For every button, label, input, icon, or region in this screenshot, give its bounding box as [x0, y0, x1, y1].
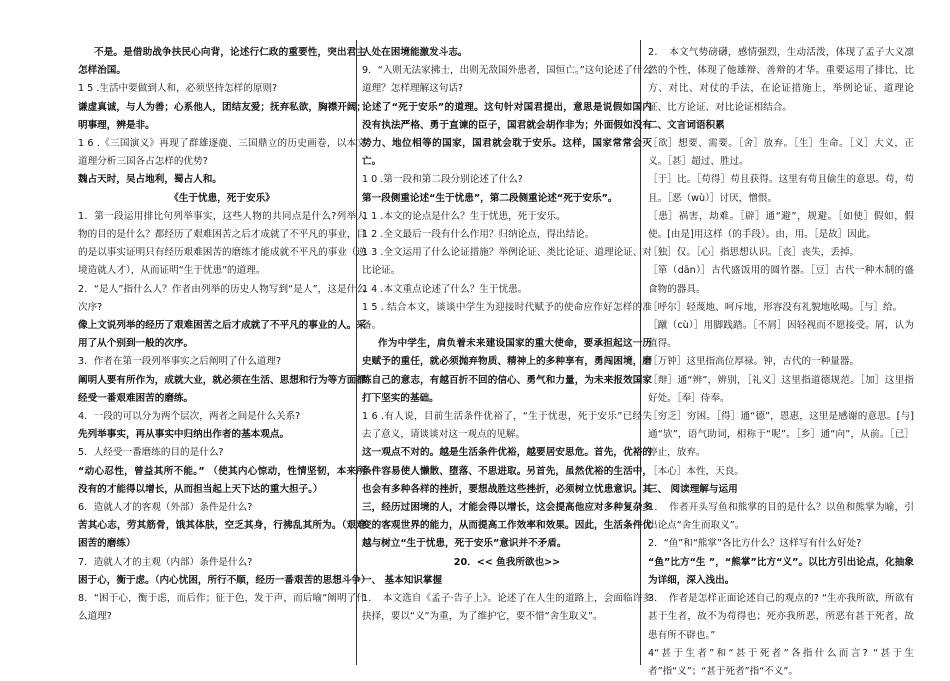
- text-paragraph: 二、文言词语积累: [648, 119, 725, 131]
- text-paragraph: 1 6 .有人说，目前生活条件优裕了，“生于忧患，死于安乐”已经失去了意义，请谈谈对这一观点的见解。: [362, 411, 652, 441]
- text-paragraph: 4“甚于生者”和“甚于死者”各指什么而言? “甚于生者”指“义”；“甚于死者”指“不义”。: [648, 647, 914, 677]
- text-paragraph: 5．人经受一番磨练的目的是什么?: [78, 447, 224, 459]
- text-paragraph: 阐明人要有所作为，成就大业，就必须在生活、思想和行为等方面都经受一番艰难困苦的磨练。: [78, 374, 366, 404]
- text-paragraph: 先列举事实，再从事实中归纳出作者的基本观点。: [78, 429, 290, 441]
- text-paragraph: 一、 基本知识掌握: [362, 574, 443, 586]
- text-paragraph: 不是。是借助战争扶民心向背，论述行仁政的重要性，突出君主怎样治国。: [78, 47, 366, 77]
- text-paragraph: ［穷乏］穷困。［得］通“德”，恩惠，这里是感谢的意思。[与]通“欤”，语气助词，相称于“呢”。［乡］通“向”，从前。［已］停止，放弃。: [648, 411, 914, 459]
- section-heading: 20．<< 鱼我所欲也>>: [453, 556, 561, 568]
- text-paragraph: 8．“困于心，衡于虑，而后作；征于色，发于声，而后喻”阐明了什么道理?: [78, 593, 366, 623]
- text-column-left: [78, 44, 371, 663]
- text-paragraph: 1 5 .生活中要做到人和，必须坚持怎样的原则?: [78, 83, 278, 95]
- text-paragraph: 7．造就人才的主观（内部）条件是什么?: [78, 556, 253, 568]
- text-paragraph: ［欲］想要、需要。［舍］放弃。［生］生命。［义］大义，正义。［甚］超过、胜过。: [648, 138, 914, 168]
- text-paragraph: ［患］祸害，劫难。［辟］通“避”，规避。［如使］假如，假使。[由是]用这样（的手段）。由，用。［是故］因此。: [648, 210, 914, 241]
- text-paragraph: 2．“是人”指什么人？作者由列举的历史人物写到“是人”，这是什么次序?: [78, 283, 366, 313]
- text-paragraph: 三、 阅读理解与运用: [648, 483, 738, 495]
- text-paragraph: ［独］仅。［心］指思想认识。［丧］丧失，丢掉。: [648, 247, 860, 259]
- text-paragraph: 魏占天时，吴占地利，蜀占人和。: [78, 174, 222, 186]
- text-paragraph: 1 2 .全文最后一段有什么作用？归纳论点，得出结论。: [362, 229, 595, 241]
- text-column-right: [648, 44, 914, 677]
- text-paragraph: ［万钟］这里指高位厚禄。钟，古代的一种量器。: [648, 356, 860, 368]
- text-paragraph: 第一段侧重论述“生于忧患”，第二段侧重论述“死于安乐”。: [362, 192, 618, 204]
- text-paragraph: 人处在困境能激发斗志。: [362, 47, 468, 58]
- text-paragraph: ［呼尔］轻蔑地、呵斥地，形容没有礼貌地吆喝。［与］给。: [648, 301, 903, 313]
- text-paragraph: ［于］比。［苟得］苟且获得。这里有苟且偷生的意思。苟，苟且。［恶（wù）］讨厌，憎恨。: [648, 174, 914, 204]
- text-paragraph: 9．“入则无法家拂士，出则无敌国外患者，国恒亡。”这句论述了什么道理？怎样理解这句话?: [362, 65, 652, 95]
- text-paragraph: 论述了“死于安乐”的道理。这句针对国君提出，意思是说假如国内没有执法严格、勇于直谏的臣子，国君就会胡作非为；外面假如没有势力、地位相等的国家，国君就会耽于安乐。这样，国家常常会灭亡。: [362, 101, 652, 168]
- text-paragraph: 1 1 .本文的论点是什么？生于忧患，死于安乐。: [362, 210, 566, 222]
- text-paragraph: ［辩］通“辨”，辨别，［礼义］这里指道德规范。［加］这里指好处。［奉］侍奉。: [648, 374, 914, 404]
- text-paragraph: 1 5 . 结合本文，谈谈中学生为迎接时代赋予的使命应作好怎样的准备。: [362, 301, 652, 332]
- text-paragraph: 4．一段的可以分为两个层次，两者之间是什么关系?: [78, 411, 301, 423]
- text-paragraph: 1 6 .《三国演义》再现了群雄逐鹿、三国鼎立的历史画卷，以本文道理分析三国各占怎样的优势?: [78, 138, 366, 168]
- text-column-middle: [362, 44, 652, 663]
- section-heading: 《生于忧患，死于安乐》: [169, 192, 275, 204]
- text-paragraph: 这一观点不对的。越是生活条件优裕，越要居安思危。首先，优裕的条件容易使人懒散、堕落、不思进取。另首先，虽然优裕的生活中，也会有多种各样的挫折，要想战胜这些挫折，必须树立忧患意识。其三，经历过困境的人，才能会得以增长，这会提高他应对多种复杂多变的客观世界的能力，从而提高工作效率和效果。因此，生活条件优越与树立“生于忧患，死于安乐”意识并不矛盾。: [362, 447, 652, 550]
- text-paragraph: 像上文说列举的经历了艰难困苦之后才成就了不平凡的事业的人。采用了从个别到一般的次序。: [78, 320, 366, 350]
- text-paragraph: 苦其心志，劳其筋骨，饿其体肤，空乏其身，行拂乱其所为。（艰难困苦的磨练）: [78, 520, 366, 550]
- text-paragraph: ［蹴（cù）］用脚践踏。［不屑］因轻视而不愿接受。屑，认为值得。: [648, 320, 914, 350]
- text-paragraph: ［箪（dān）］古代盛饭用的圆竹器。［豆］古代一种木制的盛食物的器具。: [648, 265, 914, 295]
- text-paragraph: 1 4 .本文重点论述了什么？生于忧患。: [362, 283, 528, 295]
- text-paragraph: 1． 作者开头写鱼和熊掌的目的是什么？以鱼和熊掌为喻，引出论点“舍生而取义”。: [648, 502, 914, 532]
- text-paragraph: 1 0 .第一段和第二段分别论述了什么?: [362, 174, 523, 186]
- text-paragraph: 谦虚真诚，与人为善；心系他人，团结友爱；抚弃私欲，胸襟开阔；明事理，辨是非。: [78, 101, 366, 131]
- text-paragraph: 2．“鱼”和“熊掌”各比方什么？这样写有什么好处?: [648, 538, 862, 550]
- text-paragraph: 6．造就人才的客观（外部）条件是什么?: [78, 502, 253, 514]
- text-paragraph: 作为中学生，肩负着未来建设国家的重大使命，要承担起这一历史赋予的重任，就必须抛弃物质、精神上的多种享有，勇闯困境，磨练自己的意志，有越百折不回的信心、勇气和力量，为未来报效国家打下坚实的基础。: [362, 338, 652, 404]
- text-paragraph: 困于心，衡于虑。（内心忧困，所行不顺，经历一番艰苦的思想斗争）: [78, 574, 371, 586]
- text-paragraph: “动心忍性，曾益其所不能。” （使其内心惊动，性情坚韧，本来所没有的才能得以增长，从而担当起上天下达的重大担子。）: [78, 465, 366, 495]
- text-paragraph: 1 3 .全文运用了什么论证措施？举例论证、类比论证、道理论证、对比论证。: [362, 247, 652, 277]
- text-paragraph: 2． 本文气势磅礴，感情强烈，生动活泼，体现了孟子大义凛然的个性，体现了他雄辩、善辩的才华。重要运用了排比、比方、对比、对仗的手法，在论证措施上，举例论证、道理论证、比方论证、对比论证相结合。: [648, 47, 914, 113]
- text-paragraph: 3．作者在第一段列举事实之后阐明了什么道理?: [78, 356, 282, 368]
- text-paragraph: 1．第一段运用排比句列举事实，这些人物的共同点是什么?列举人物的目的是什么？都经历了艰难困苦之后才成就了不平凡的事业，目的是以事实证明只有经历艰难困苦的磨练才能成就不平凡的事业（逆境造就人才），从而证明“生于忧患”的道理。: [78, 210, 366, 277]
- text-paragraph: ［本心］本性，天良。: [648, 465, 744, 477]
- text-paragraph: “鱼”比方“生 ”，“熊掌”比方“义”。以比方引出论点，化抽象为详细，深入浅出。: [648, 556, 914, 586]
- text-paragraph: 1． 本文选自《孟子·告子上》。论述了在人生的道路上，会面临许多抉择，要以“义”为重，为了维护它，要不惜“舍生取义”。: [362, 593, 652, 623]
- text-paragraph: 3． 作者是怎样正面论述自己的观点的? “生亦我所欲，所欲有甚于生者，故不为苟得也；死亦我所恶，所恶有甚于死者，故患有所不辟也。”: [648, 593, 914, 641]
